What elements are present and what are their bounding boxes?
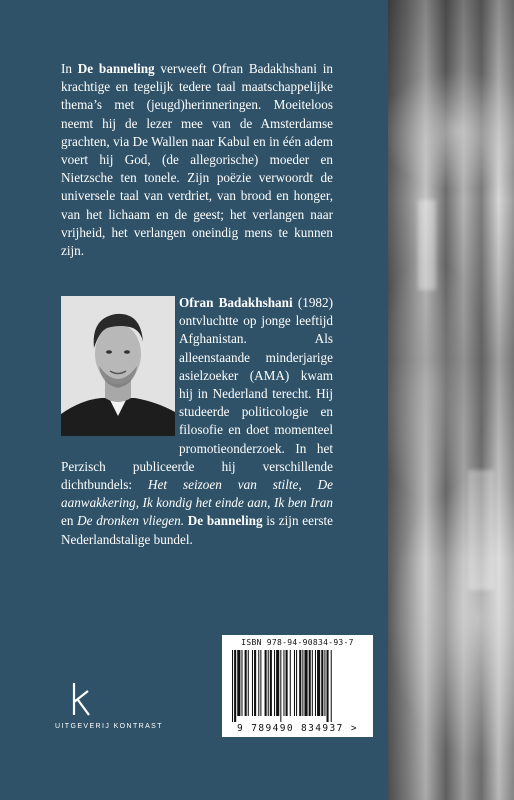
bio-last-book: De dronken vliegen. [77, 513, 185, 529]
barcode-bar [309, 650, 311, 716]
blurb-body: verweeft Ofran Badakhshani in krachtige en tegelijk tedere taal maatschappelijke thema’s met (jeugd)herinneringen. Moeiteloos neemt hij de lezer mee van de Amsterdamse grachten, via De Wallen naar Kabul en in één adem voert hij God, (de allegorische) moeder en Nietzsche ten tonele. Zijn poëzie verwoordt de universele taal van verdriet, van brood en honger, van het lichaam en de geest; het verlangen naar vrijheid, het verlangen oneindig mens te kunnen zijn. [61, 61, 333, 259]
barcode-bar [312, 650, 313, 716]
blurb-book-title: De banneling [77, 61, 155, 76]
blurb-text [61, 60, 333, 260]
barcode-bar [260, 650, 261, 716]
barcode-bar [232, 650, 233, 722]
barcode-bar [290, 650, 291, 716]
publisher-logo-icon [70, 681, 94, 717]
barcode-bar [327, 650, 329, 722]
barcode-bar [254, 650, 256, 716]
barcode-bar [286, 650, 288, 716]
barcode-bar [296, 650, 297, 716]
barcode-bar [315, 650, 316, 716]
publisher-name: UITGEVERIJ KONTRAST [55, 723, 163, 730]
barcode-bar [321, 650, 323, 716]
photo-highlight [418, 200, 436, 290]
isbn-label: ISBN 978-94-90834-93-7 [241, 638, 354, 647]
barcode-bar [274, 650, 275, 716]
photo-highlight [468, 470, 494, 590]
bio-book-list: Het seizoen van stilte, De aanwakkering, Ik kondig het einde aan, Ik ben Iran [61, 477, 334, 511]
barcode-bar [280, 650, 281, 722]
barcode-bar [265, 650, 267, 716]
blurb-lead: In [61, 61, 78, 76]
bio-text-2: is zijn eerste Nederlandstalige bundel. [61, 513, 333, 547]
barcode-bar [283, 650, 284, 716]
barcode-bar [234, 650, 236, 722]
barcode-bar [258, 650, 259, 716]
bio-text-1: (1982) ontvluchtte op jonge leeftijd Afghanistan. Als alleenstaande minderjarige asielzoeker (AMA) kwam hij in Nederland terecht. Hij studeerde politicologie en filosofie en doet momenteel promotieonderzoek. In het Perzisch publiceerde hij verschillende dichtbundels: [61, 295, 333, 493]
barcode-bars [232, 650, 363, 722]
barcode-bar [304, 650, 307, 716]
barcode-bar [299, 650, 301, 716]
barcode-bar [237, 650, 240, 716]
barcode-bar [248, 650, 249, 716]
bio-book-title: De banneling [187, 513, 263, 529]
photo-spacer [61, 294, 179, 442]
photo-shading [388, 0, 514, 800]
barcode-bar [302, 650, 303, 716]
barcode-bar [268, 650, 269, 716]
isbn-barcode [222, 635, 373, 737]
bio-and: en [61, 513, 78, 529]
author-bio [61, 294, 333, 549]
barcode-bar [241, 650, 242, 716]
barcode-bar [245, 650, 247, 716]
author-name: Ofran Badakhshani [179, 295, 293, 310]
barcode-bar [294, 650, 295, 716]
barcode-bar [331, 650, 332, 722]
cover-photo-strip [388, 0, 514, 800]
barcode-bar [270, 650, 272, 716]
barcode-bar [317, 650, 320, 716]
barcode-bar [276, 650, 279, 716]
barcode-bar [324, 650, 325, 716]
barcode-bar [252, 650, 253, 716]
barcode-digits: 9 789490 834937 > [236, 723, 359, 734]
